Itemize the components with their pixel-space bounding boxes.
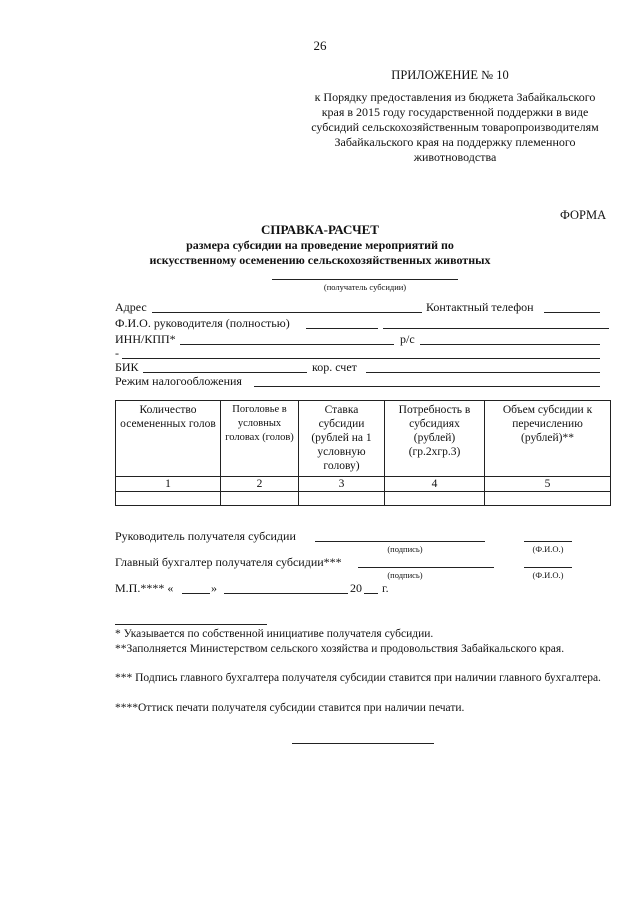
appendix-line: к Порядку предоставления из бюджета Забайкальского <box>314 90 596 104</box>
address-label: Адрес <box>115 300 147 314</box>
accountant-signature-field[interactable] <box>358 567 494 568</box>
date-year-field[interactable] <box>364 593 378 594</box>
bottom-rule <box>292 743 434 744</box>
accountant-name-field[interactable] <box>524 567 572 568</box>
director-name-caption: (Ф.И.О.) <box>532 544 564 554</box>
table-header-cell: Поголовье в условных головах (голов) <box>221 401 299 477</box>
date-month-field[interactable] <box>224 593 348 594</box>
inn-kpp-field[interactable] <box>180 344 394 345</box>
recipient-caption: (получатель субсидии) <box>323 282 407 292</box>
document-subtitle-line-2: искусственному осеменению сельскохозяйственных животных <box>149 253 491 267</box>
page-number: 26 <box>313 38 327 53</box>
table-header-cell: Количество осемененных голов <box>116 401 221 477</box>
accountant-signature-label: Главный бухгалтер получателя субсидии*** <box>115 555 342 569</box>
recipient-line[interactable] <box>272 279 458 280</box>
director-signature-field[interactable] <box>315 541 485 542</box>
bik-label: БИК <box>115 360 139 374</box>
date-day-field[interactable] <box>182 593 210 594</box>
document-subtitle-line-1: размера субсидии на проведение мероприятий по <box>186 238 454 252</box>
bik-field[interactable] <box>143 372 307 373</box>
appendix-text <box>290 90 620 165</box>
form-label: ФОРМА <box>560 208 607 222</box>
appendix-line: субсидий сельскохозяйственным товаропроизводителям <box>311 120 599 134</box>
appendix-line: животноводства <box>413 150 497 164</box>
appendix-title: ПРИЛОЖЕНИЕ № 10 <box>391 68 509 82</box>
table-cell[interactable] <box>385 492 485 506</box>
table-cell[interactable] <box>221 492 299 506</box>
inn-kpp-label: ИНН/КПП* <box>115 332 176 346</box>
seal-quote-close: » <box>211 581 217 595</box>
table-data-row <box>116 492 611 506</box>
footnote-separator <box>115 624 267 625</box>
corr-account-field[interactable] <box>366 372 600 373</box>
table-cell[interactable] <box>116 492 221 506</box>
accountant-signature-caption: (подпись) <box>387 570 423 580</box>
table-header-cell: Потребность в субсидиях (рублей) (гр.2хгр.3) <box>385 401 485 477</box>
account-label: р/с <box>400 332 415 346</box>
table-header-cell: Объем субсидии к перечислению (рублей)** <box>485 401 611 477</box>
account-field[interactable] <box>420 344 600 345</box>
column-number: 4 <box>385 477 485 492</box>
appendix-line: Забайкальского края на поддержку племенного <box>334 135 576 149</box>
footnote-4: ****Оттиск печати получателя субсидии ставится при наличии печати. <box>115 702 465 714</box>
director-field-2[interactable] <box>383 328 609 329</box>
dash-mark: - <box>115 346 119 360</box>
table-header-cell: Ставка субсидии (рублей на 1 условную голову) <box>299 401 385 477</box>
column-number: 5 <box>485 477 611 492</box>
table-number-row <box>116 477 611 492</box>
director-field-1[interactable] <box>306 328 378 329</box>
subsidy-table <box>115 400 611 506</box>
column-number: 2 <box>221 477 299 492</box>
column-number: 3 <box>299 477 385 492</box>
seal-prefix: М.П.**** « <box>115 581 174 595</box>
column-number: 1 <box>116 477 221 492</box>
address-field[interactable] <box>152 312 422 313</box>
seal-year-suffix: г. <box>382 581 389 595</box>
tax-regime-field[interactable] <box>254 386 600 387</box>
phone-label: Контактный телефон <box>426 300 534 314</box>
corr-account-label: кор. счет <box>312 360 357 374</box>
director-signature-label: Руководитель получателя субсидии <box>115 529 296 543</box>
director-signature-caption: (подпись) <box>387 544 423 554</box>
director-name-field[interactable] <box>524 541 572 542</box>
phone-field[interactable] <box>544 312 600 313</box>
table-cell[interactable] <box>485 492 611 506</box>
account-continuation-field[interactable] <box>122 358 600 359</box>
footnote-2: **Заполняется Министерством сельского хозяйства и продовольствия Забайкальского края. <box>115 643 565 655</box>
table-cell[interactable] <box>299 492 385 506</box>
director-label: Ф.И.О. руководителя (полностью) <box>115 316 290 330</box>
document-title: СПРАВКА-РАСЧЕТ <box>261 222 379 237</box>
footnote-3: *** Подпись главного бухгалтера получателя субсидии ставится при наличии главного бухгалтера. <box>115 672 601 684</box>
appendix-line: края в 2015 году государственной поддержки в виде <box>321 105 589 119</box>
accountant-name-caption: (Ф.И.О.) <box>532 570 564 580</box>
tax-regime-label: Режим налогообложения <box>115 374 242 388</box>
footnote-1: * Указывается по собственной инициативе получателя субсидии. <box>115 628 434 640</box>
table-header-row <box>116 401 611 477</box>
seal-year-prefix: 20 <box>350 581 362 595</box>
